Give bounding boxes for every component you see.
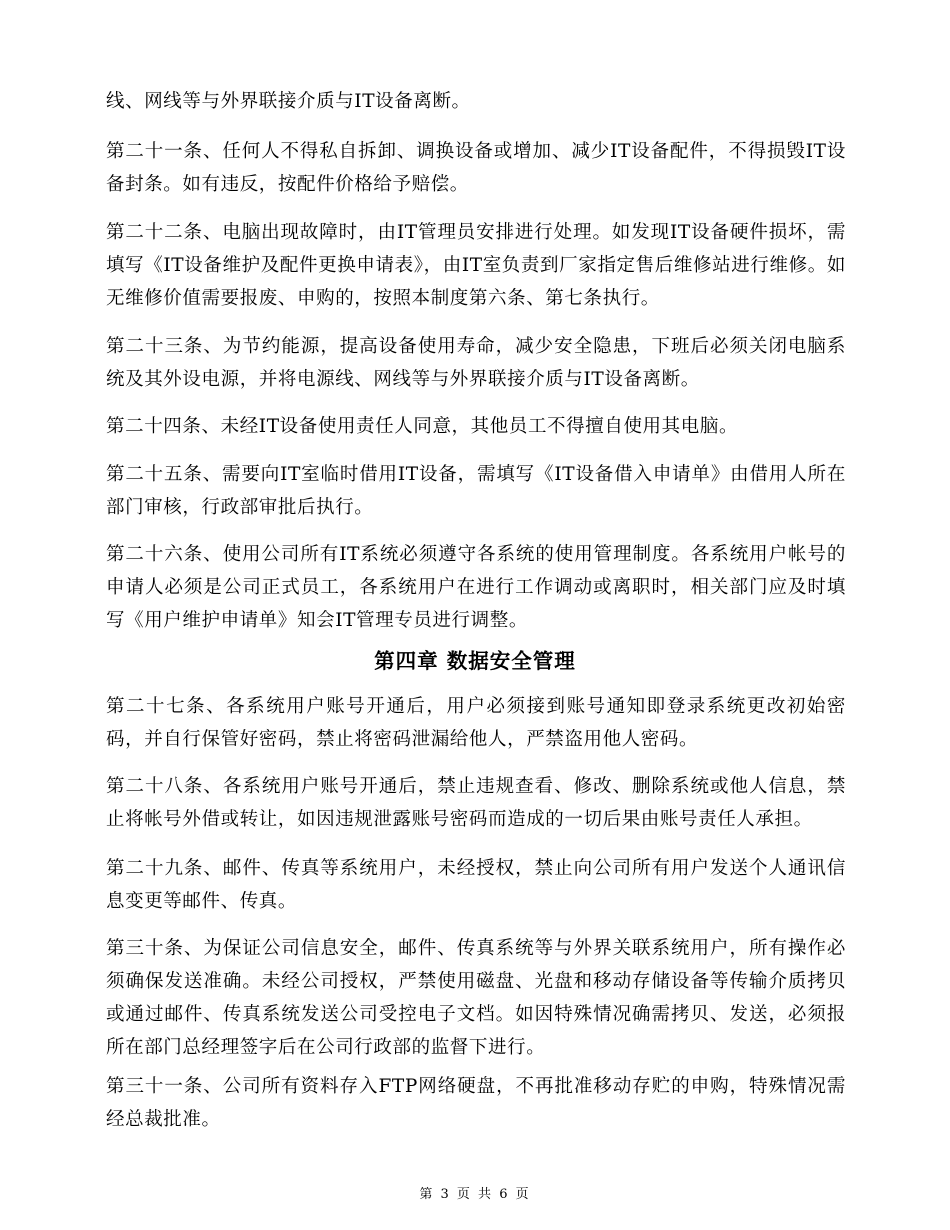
paragraph-article-26: 第二十六条、使用公司所有IT系统必须遵守各系统的使用管理制度。各系统用户帐号的申请人必须是公司正式员工，各系统用户在进行工作调动或离职时，相关部门应及时填写《用户维护申请单》知会IT管理专员进行调整。 [106,544,846,631]
chapter-heading: 第四章 数据安全管理 [374,649,576,673]
paragraph-article-29: 第二十九条、邮件、传真等系统用户，未经授权，禁止向公司所有用户发送个人通讯信息变更等邮件、传真。 [106,858,846,912]
paragraph-continuation: 线、网线等与外界联接介质与IT设备离断。 [106,91,471,112]
page-footer: 第 3 页 共 6 页 [419,1187,531,1202]
paragraph-article-23: 第二十三条、为节约能源，提高设备使用寿命，减少安全隐患，下班后必须关闭电脑系统及其外设电源，并将电源线、网线等与外界联接介质与IT设备离断。 [106,336,846,390]
paragraph-article-28: 第二十八条、各系统用户账号开通后，禁止违规查看、修改、删除系统或他人信息，禁止将帐号外借或转让，如因违规泄露账号密码而造成的一切后果由账号责任人承担。 [106,776,846,830]
paragraph-article-27: 第二十七条、各系统用户账号开通后，用户必须接到账号通知即登录系统更改初始密码，并自行保管好密码，禁止将密码泄漏给他人，严禁盗用他人密码。 [106,696,846,750]
paragraph-article-31: 第三十一条、公司所有资料存入FTP网络硬盘，不再批准移动存贮的申购，特殊情况需经总裁批准。 [106,1076,846,1130]
paragraph-article-22: 第二十二条、电脑出现故障时，由IT管理员安排进行处理。如发现IT设备硬件损坏，需填写《IT设备维护及配件更换申请表》，由IT室负责到厂家指定售后维修站进行维修。如无维修价值需要报废、申购的，按照本制度第六条、第七条执行。 [106,222,846,309]
paragraph-article-30: 第三十条、为保证公司信息安全，邮件、传真系统等与外界关联系统用户，所有操作必须确保发送准确。未经公司授权，严禁使用磁盘、光盘和移动存储设备等传输介质拷贝或通过邮件、传真系统发送公司受控电子文档。如因特殊情况确需拷贝、发送，必须报所在部门总经理签字后在公司行政部的监督下进行。 [106,938,846,1058]
paragraph-article-21: 第二十一条、任何人不得私自拆卸、调换设备或增加、减少IT设备配件，不得损毁IT设备封条。如有违反，按配件价格给予赔偿。 [106,141,846,195]
paragraph-article-25: 第二十五条、需要向IT室临时借用IT设备，需填写《IT设备借入申请单》由借用人所在部门审核，行政部审批后执行。 [106,464,846,518]
paragraph-article-24: 第二十四条、未经IT设备使用责任人同意，其他员工不得擅自使用其电脑。 [106,416,739,437]
